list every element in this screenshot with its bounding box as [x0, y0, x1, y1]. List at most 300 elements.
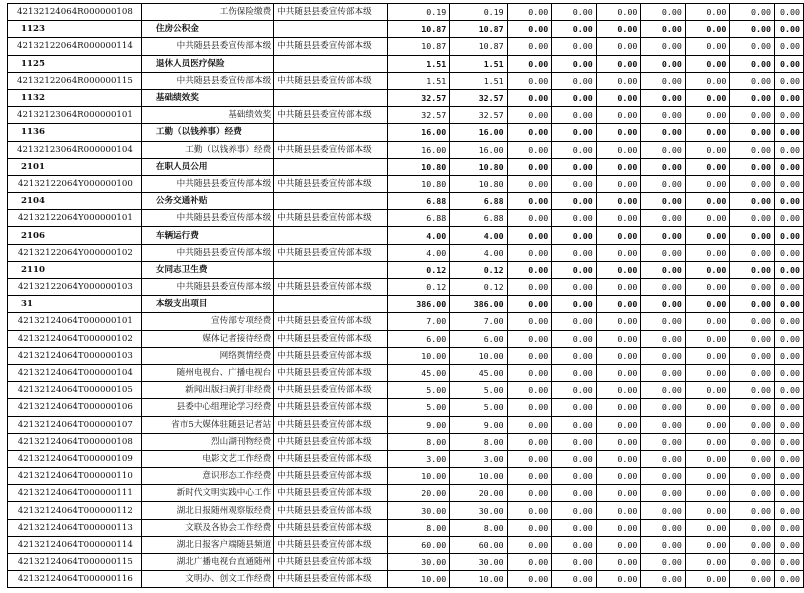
amount-cell: 0.00 — [774, 296, 803, 313]
amount-cell: 0.00 — [641, 536, 686, 553]
amount-cell: 0.00 — [552, 261, 597, 278]
amount-cell: 0.00 — [596, 502, 641, 519]
amount-cell: 0.00 — [774, 141, 803, 158]
amount-cell: 0.00 — [552, 330, 597, 347]
amount-cell: 0.00 — [774, 347, 803, 364]
code-cell: 42132122064Y000000101 — [8, 210, 142, 227]
amount-cell: 0.00 — [552, 21, 597, 38]
amount-cell: 0.00 — [774, 89, 803, 106]
table-row — [8, 485, 804, 502]
unit-cell: 中共随县县委宣传部本级 — [274, 4, 388, 21]
amount-cell: 0.00 — [685, 416, 730, 433]
table-row — [8, 4, 804, 21]
amount-cell: 0.00 — [596, 175, 641, 192]
amount-cell: 0.00 — [596, 4, 641, 21]
name-cell: 新闻出版扫黄打非经费 — [141, 382, 273, 399]
amount-cell: 5.00 — [450, 399, 507, 416]
code-cell: 31 — [8, 296, 142, 313]
amount-cell: 32.57 — [450, 107, 507, 124]
amount-cell: 0.00 — [507, 382, 552, 399]
amount-cell: 16.00 — [450, 141, 507, 158]
amount-cell: 0.00 — [596, 244, 641, 261]
amount-cell: 0.00 — [641, 175, 686, 192]
amount-cell: 0.00 — [507, 313, 552, 330]
amount-cell: 10.00 — [450, 571, 507, 588]
amount-cell: 0.00 — [507, 175, 552, 192]
amount-cell: 0.00 — [507, 261, 552, 278]
amount-cell: 60.00 — [450, 536, 507, 553]
amount-cell: 0.00 — [730, 124, 775, 141]
amount-cell: 0.00 — [730, 433, 775, 450]
amount-cell: 0.00 — [774, 107, 803, 124]
category-row — [8, 296, 804, 313]
category-row — [8, 124, 804, 141]
amount-cell: 0.00 — [685, 364, 730, 381]
amount-cell: 0.00 — [596, 89, 641, 106]
amount-cell: 5.00 — [387, 382, 449, 399]
name-cell: 湖北日报随州观察版经费 — [141, 502, 273, 519]
name-cell: 中共随县县委宣传部本级 — [141, 175, 273, 192]
category-row — [8, 21, 804, 38]
amount-cell: 0.00 — [596, 433, 641, 450]
amount-cell: 10.80 — [450, 158, 507, 175]
amount-cell: 10.00 — [387, 347, 449, 364]
amount-cell: 0.00 — [552, 416, 597, 433]
amount-cell: 0.00 — [730, 347, 775, 364]
code-cell: 42132122064Y000000102 — [8, 244, 142, 261]
name-cell: 住房公积金 — [141, 21, 273, 38]
amount-cell: 0.00 — [774, 519, 803, 536]
amount-cell: 0.00 — [596, 261, 641, 278]
amount-cell: 0.00 — [685, 175, 730, 192]
amount-cell: 0.00 — [641, 313, 686, 330]
amount-cell: 0.00 — [685, 519, 730, 536]
amount-cell: 0.00 — [774, 175, 803, 192]
amount-cell: 0.00 — [685, 89, 730, 106]
amount-cell: 0.00 — [596, 399, 641, 416]
table-row — [8, 399, 804, 416]
code-cell: 1136 — [8, 124, 142, 141]
amount-cell: 0.00 — [730, 38, 775, 55]
amount-cell: 0.00 — [730, 468, 775, 485]
code-cell: 1123 — [8, 21, 142, 38]
amount-cell: 0.00 — [774, 4, 803, 21]
amount-cell: 0.00 — [641, 382, 686, 399]
amount-cell: 0.00 — [774, 55, 803, 72]
amount-cell: 0.00 — [730, 554, 775, 571]
table-row — [8, 364, 804, 381]
amount-cell: 0.00 — [685, 124, 730, 141]
unit-cell: 中共随县县委宣传部本级 — [274, 175, 388, 192]
category-row — [8, 55, 804, 72]
unit-cell — [274, 89, 388, 106]
code-cell: 42132122064R000000115 — [8, 72, 142, 89]
code-cell: 2101 — [8, 158, 142, 175]
amount-cell: 0.00 — [507, 210, 552, 227]
amount-cell: 0.00 — [730, 571, 775, 588]
amount-cell: 0.00 — [774, 38, 803, 55]
table-row — [8, 571, 804, 588]
amount-cell: 0.00 — [774, 502, 803, 519]
name-cell: 工勤（以钱养事）经费 — [141, 124, 273, 141]
amount-cell: 0.00 — [641, 141, 686, 158]
table-row — [8, 519, 804, 536]
amount-cell: 0.00 — [641, 4, 686, 21]
amount-cell: 0.00 — [552, 72, 597, 89]
amount-cell: 0.00 — [507, 296, 552, 313]
code-cell: 42132122064Y000000103 — [8, 279, 142, 296]
amount-cell: 0.00 — [774, 193, 803, 210]
amount-cell: 0.00 — [774, 382, 803, 399]
amount-cell: 0.00 — [596, 382, 641, 399]
amount-cell: 0.00 — [641, 399, 686, 416]
code-cell: 42132122064Y000000100 — [8, 175, 142, 192]
amount-cell: 0.00 — [641, 55, 686, 72]
name-cell: 中共随县县委宣传部本级 — [141, 38, 273, 55]
code-cell: 42132124064T000000116 — [8, 571, 142, 588]
name-cell: 湖北日报客户端随县频道 — [141, 536, 273, 553]
amount-cell: 0.00 — [596, 21, 641, 38]
amount-cell: 0.00 — [507, 244, 552, 261]
amount-cell: 0.00 — [641, 330, 686, 347]
amount-cell: 0.00 — [641, 227, 686, 244]
amount-cell: 0.00 — [641, 107, 686, 124]
unit-cell — [274, 55, 388, 72]
amount-cell: 16.00 — [387, 141, 449, 158]
name-cell: 中共随县县委宣传部本级 — [141, 72, 273, 89]
table-row — [8, 313, 804, 330]
amount-cell: 0.00 — [685, 261, 730, 278]
amount-cell: 0.00 — [641, 38, 686, 55]
amount-cell: 0.00 — [552, 313, 597, 330]
name-cell: 车辆运行费 — [141, 227, 273, 244]
amount-cell: 0.00 — [730, 158, 775, 175]
amount-cell: 0.00 — [596, 38, 641, 55]
category-row — [8, 261, 804, 278]
amount-cell: 0.00 — [552, 364, 597, 381]
amount-cell: 0.00 — [552, 554, 597, 571]
unit-cell: 中共随县县委宣传部本级 — [274, 450, 388, 467]
amount-cell: 0.00 — [596, 450, 641, 467]
amount-cell: 0.00 — [685, 107, 730, 124]
unit-cell: 中共随县县委宣传部本级 — [274, 313, 388, 330]
amount-cell: 0.00 — [552, 107, 597, 124]
table-row — [8, 244, 804, 261]
table-row — [8, 382, 804, 399]
name-cell: 宣传部专项经费 — [141, 313, 273, 330]
amount-cell: 0.00 — [730, 55, 775, 72]
amount-cell: 0.00 — [552, 38, 597, 55]
amount-cell: 0.00 — [774, 21, 803, 38]
name-cell: 媒体记者接待经费 — [141, 330, 273, 347]
amount-cell: 0.00 — [641, 21, 686, 38]
amount-cell: 0.00 — [552, 4, 597, 21]
code-cell: 42132124064T000000106 — [8, 399, 142, 416]
amount-cell: 6.88 — [450, 193, 507, 210]
amount-cell: 0.00 — [685, 347, 730, 364]
amount-cell: 0.00 — [596, 158, 641, 175]
code-cell: 42132124064T000000109 — [8, 450, 142, 467]
amount-cell: 0.00 — [685, 158, 730, 175]
amount-cell: 0.00 — [507, 519, 552, 536]
amount-cell: 0.00 — [596, 347, 641, 364]
amount-cell: 0.00 — [730, 227, 775, 244]
amount-cell: 0.00 — [774, 485, 803, 502]
amount-cell: 0.00 — [641, 571, 686, 588]
budget-table — [7, 3, 804, 588]
amount-cell: 0.00 — [641, 364, 686, 381]
amount-cell: 0.00 — [730, 175, 775, 192]
amount-cell: 0.00 — [552, 468, 597, 485]
amount-cell: 1.51 — [450, 72, 507, 89]
amount-cell: 0.00 — [685, 450, 730, 467]
amount-cell: 10.00 — [387, 468, 449, 485]
amount-cell: 0.00 — [685, 4, 730, 21]
table-row — [8, 175, 804, 192]
amount-cell: 0.00 — [596, 364, 641, 381]
amount-cell: 0.00 — [507, 38, 552, 55]
table-row — [8, 433, 804, 450]
amount-cell: 386.00 — [450, 296, 507, 313]
amount-cell: 0.00 — [774, 571, 803, 588]
amount-cell: 0.00 — [507, 502, 552, 519]
amount-cell: 4.00 — [450, 244, 507, 261]
amount-cell: 0.00 — [730, 141, 775, 158]
amount-cell: 0.00 — [596, 554, 641, 571]
amount-cell: 0.00 — [507, 107, 552, 124]
amount-cell: 10.80 — [387, 158, 449, 175]
amount-cell: 0.00 — [730, 261, 775, 278]
amount-cell: 0.00 — [730, 210, 775, 227]
amount-cell: 0.00 — [552, 571, 597, 588]
name-cell: 中共随县县委宣传部本级 — [141, 210, 273, 227]
amount-cell: 0.00 — [552, 485, 597, 502]
table-row — [8, 536, 804, 553]
code-cell: 42132124064T000000105 — [8, 382, 142, 399]
code-cell: 42132124064T000000107 — [8, 416, 142, 433]
amount-cell: 0.00 — [596, 279, 641, 296]
unit-cell: 中共随县县委宣传部本级 — [274, 330, 388, 347]
amount-cell: 0.00 — [507, 72, 552, 89]
amount-cell: 0.00 — [685, 330, 730, 347]
amount-cell: 0.00 — [552, 175, 597, 192]
amount-cell: 0.12 — [387, 261, 449, 278]
amount-cell: 7.00 — [387, 313, 449, 330]
amount-cell: 0.00 — [507, 347, 552, 364]
code-cell: 2104 — [8, 193, 142, 210]
table-row — [8, 347, 804, 364]
amount-cell: 0.00 — [641, 416, 686, 433]
code-cell: 42132124064T000000104 — [8, 364, 142, 381]
amount-cell: 0.00 — [507, 124, 552, 141]
amount-cell: 0.00 — [774, 244, 803, 261]
amount-cell: 0.00 — [596, 55, 641, 72]
amount-cell: 0.00 — [641, 244, 686, 261]
amount-cell: 0.00 — [774, 158, 803, 175]
amount-cell: 0.00 — [552, 55, 597, 72]
amount-cell: 0.00 — [507, 416, 552, 433]
amount-cell: 32.57 — [387, 107, 449, 124]
amount-cell: 3.00 — [387, 450, 449, 467]
table-row — [8, 107, 804, 124]
amount-cell: 30.00 — [387, 554, 449, 571]
amount-cell: 0.00 — [507, 279, 552, 296]
amount-cell: 0.00 — [596, 107, 641, 124]
code-cell: 42132124064T000000111 — [8, 485, 142, 502]
amount-cell: 0.00 — [596, 124, 641, 141]
amount-cell: 0.00 — [685, 468, 730, 485]
unit-cell — [274, 21, 388, 38]
amount-cell: 20.00 — [450, 485, 507, 502]
table-row — [8, 210, 804, 227]
amount-cell: 0.00 — [596, 227, 641, 244]
amount-cell: 0.00 — [730, 450, 775, 467]
name-cell: 中共随县县委宣传部本级 — [141, 279, 273, 296]
amount-cell: 0.00 — [685, 227, 730, 244]
unit-cell — [274, 158, 388, 175]
amount-cell: 0.00 — [507, 554, 552, 571]
amount-cell: 4.00 — [387, 227, 449, 244]
name-cell: 在职人员公用 — [141, 158, 273, 175]
amount-cell: 32.57 — [450, 89, 507, 106]
amount-cell: 0.12 — [450, 261, 507, 278]
code-cell: 42132124064T000000113 — [8, 519, 142, 536]
amount-cell: 0.00 — [730, 244, 775, 261]
amount-cell: 0.00 — [507, 571, 552, 588]
amount-cell: 0.00 — [507, 227, 552, 244]
amount-cell: 0.00 — [774, 536, 803, 553]
amount-cell: 0.00 — [552, 279, 597, 296]
category-row — [8, 227, 804, 244]
amount-cell: 10.87 — [387, 21, 449, 38]
amount-cell: 0.00 — [774, 261, 803, 278]
amount-cell: 0.00 — [730, 416, 775, 433]
unit-cell: 中共随县县委宣传部本级 — [274, 382, 388, 399]
amount-cell: 0.19 — [450, 4, 507, 21]
amount-cell: 0.00 — [596, 296, 641, 313]
name-cell: 网络舆情经费 — [141, 347, 273, 364]
unit-cell: 中共随县县委宣传部本级 — [274, 72, 388, 89]
amount-cell: 0.00 — [507, 4, 552, 21]
amount-cell: 0.00 — [774, 554, 803, 571]
name-cell: 新时代文明实践中心工作 — [141, 485, 273, 502]
unit-cell: 中共随县县委宣传部本级 — [274, 364, 388, 381]
amount-cell: 0.00 — [774, 399, 803, 416]
amount-cell: 0.00 — [552, 519, 597, 536]
amount-cell: 0.00 — [685, 382, 730, 399]
unit-cell: 中共随县县委宣传部本级 — [274, 279, 388, 296]
amount-cell: 0.00 — [641, 193, 686, 210]
amount-cell: 1.51 — [450, 55, 507, 72]
amount-cell: 16.00 — [387, 124, 449, 141]
table-row — [8, 450, 804, 467]
amount-cell: 16.00 — [450, 124, 507, 141]
name-cell: 工伤保险缴费 — [141, 4, 273, 21]
amount-cell: 6.88 — [387, 210, 449, 227]
amount-cell: 0.00 — [507, 89, 552, 106]
amount-cell: 0.00 — [685, 554, 730, 571]
amount-cell: 10.80 — [387, 175, 449, 192]
amount-cell: 0.00 — [596, 313, 641, 330]
amount-cell: 10.87 — [450, 21, 507, 38]
code-cell: 2110 — [8, 261, 142, 278]
amount-cell: 0.00 — [641, 485, 686, 502]
amount-cell: 0.00 — [641, 158, 686, 175]
amount-cell: 0.00 — [507, 536, 552, 553]
amount-cell: 0.00 — [552, 89, 597, 106]
amount-cell: 0.00 — [641, 502, 686, 519]
code-cell: 42132124064R000000108 — [8, 4, 142, 21]
amount-cell: 0.00 — [685, 193, 730, 210]
name-cell: 电影文艺工作经费 — [141, 450, 273, 467]
amount-cell: 0.00 — [774, 450, 803, 467]
amount-cell: 0.00 — [685, 38, 730, 55]
name-cell: 烈山湖刊物经费 — [141, 433, 273, 450]
amount-cell: 5.00 — [450, 382, 507, 399]
amount-cell: 0.00 — [596, 468, 641, 485]
amount-cell: 0.00 — [552, 210, 597, 227]
amount-cell: 0.00 — [730, 399, 775, 416]
amount-cell: 0.00 — [685, 210, 730, 227]
unit-cell — [274, 124, 388, 141]
amount-cell: 8.00 — [450, 519, 507, 536]
amount-cell: 0.00 — [730, 296, 775, 313]
amount-cell: 0.00 — [730, 502, 775, 519]
amount-cell: 8.00 — [387, 519, 449, 536]
code-cell: 42132124064T000000115 — [8, 554, 142, 571]
unit-cell: 中共随县县委宣传部本级 — [274, 347, 388, 364]
amount-cell: 0.00 — [552, 399, 597, 416]
amount-cell: 0.00 — [552, 450, 597, 467]
amount-cell: 1.51 — [387, 55, 449, 72]
amount-cell: 0.00 — [596, 210, 641, 227]
unit-cell: 中共随县县委宣传部本级 — [274, 38, 388, 55]
amount-cell: 0.00 — [730, 72, 775, 89]
amount-cell: 0.00 — [685, 502, 730, 519]
amount-cell: 0.00 — [507, 21, 552, 38]
amount-cell: 0.00 — [596, 193, 641, 210]
amount-cell: 0.00 — [507, 485, 552, 502]
amount-cell: 0.00 — [730, 330, 775, 347]
amount-cell: 0.00 — [685, 279, 730, 296]
code-cell: 42132122064R000000114 — [8, 38, 142, 55]
code-cell: 42132124064T000000110 — [8, 468, 142, 485]
amount-cell: 0.19 — [387, 4, 449, 21]
code-cell: 2106 — [8, 227, 142, 244]
name-cell: 湖北广播电视台直通随州 — [141, 554, 273, 571]
amount-cell: 0.00 — [596, 536, 641, 553]
amount-cell: 0.00 — [730, 279, 775, 296]
amount-cell: 0.00 — [507, 330, 552, 347]
unit-cell: 中共随县县委宣传部本级 — [274, 536, 388, 553]
amount-cell: 32.57 — [387, 89, 449, 106]
table-row — [8, 554, 804, 571]
unit-cell: 中共随县县委宣传部本级 — [274, 107, 388, 124]
amount-cell: 0.00 — [730, 519, 775, 536]
amount-cell: 20.00 — [387, 485, 449, 502]
amount-cell: 0.00 — [641, 124, 686, 141]
name-cell: 文明办、创文工作经费 — [141, 571, 273, 588]
name-cell: 本级支出项目 — [141, 296, 273, 313]
amount-cell: 8.00 — [387, 433, 449, 450]
code-cell: 42132123064R000000101 — [8, 107, 142, 124]
amount-cell: 45.00 — [387, 364, 449, 381]
unit-cell: 中共随县县委宣传部本级 — [274, 485, 388, 502]
amount-cell: 9.00 — [387, 416, 449, 433]
amount-cell: 0.00 — [774, 433, 803, 450]
name-cell: 女同志卫生费 — [141, 261, 273, 278]
amount-cell: 9.00 — [450, 416, 507, 433]
